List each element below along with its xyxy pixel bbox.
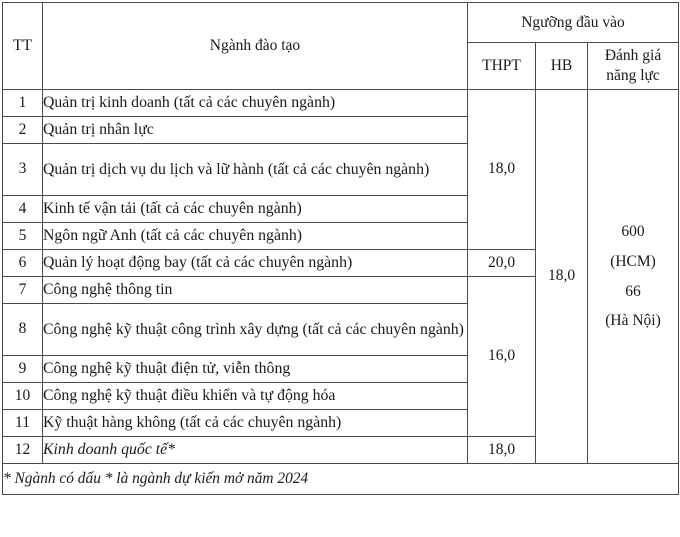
row-index: 6	[3, 250, 43, 277]
row-hb-value: 18,0	[536, 90, 588, 464]
row-major: Công nghệ kỹ thuật điện tử, viễn thông	[43, 356, 468, 383]
header-threshold-group: Ngưỡng đầu vào	[468, 3, 679, 43]
row-index: 12	[3, 437, 43, 464]
row-index: 7	[3, 277, 43, 304]
admissions-threshold-table	[2, 2, 679, 495]
admissions-threshold-sheet	[0, 2, 680, 537]
aptitude-hanoi-score: 66	[625, 282, 641, 300]
table-body	[3, 90, 679, 495]
row-major: Công nghệ thông tin	[43, 277, 468, 304]
aptitude-hcm-label: (HCM)	[610, 252, 656, 270]
row-thpt-value: 20,0	[468, 250, 536, 277]
row-index: 2	[3, 117, 43, 144]
row-index: 9	[3, 356, 43, 383]
row-major: Quản trị kinh doanh (tất cả các chuyên ngành)	[43, 90, 468, 117]
row-index: 8	[3, 304, 43, 356]
header-row-top	[3, 3, 679, 43]
row-index: 3	[3, 144, 43, 196]
row-index: 5	[3, 223, 43, 250]
row-thpt-value: 18,0	[468, 437, 536, 464]
row-index: 10	[3, 383, 43, 410]
row-major: Kinh tế vận tải (tất cả các chuyên ngành)	[43, 196, 468, 223]
row-major: Quản trị dịch vụ du lịch và lữ hành (tất cả các chuyên ngành)	[43, 144, 468, 196]
header-hb: HB	[536, 43, 588, 90]
header-major: Ngành đào tạo	[43, 3, 468, 90]
row-index: 1	[3, 90, 43, 117]
row-major: Công nghệ kỹ thuật công trình xây dựng (tất cả các chuyên ngành)	[43, 304, 468, 356]
row-index: 11	[3, 410, 43, 437]
row-major: Ngôn ngữ Anh (tất cả các chuyên ngành)	[43, 223, 468, 250]
header-aptitude: Đánh giá năng lực	[588, 43, 679, 90]
row-major: Kinh doanh quốc tế*	[43, 437, 468, 464]
table-header	[3, 3, 679, 90]
row-major: Quản lý hoạt động bay (tất cả các chuyên ngành)	[43, 250, 468, 277]
row-aptitude-value	[588, 90, 679, 464]
header-thpt: THPT	[468, 43, 536, 90]
aptitude-hanoi-label: (Hà Nội)	[605, 312, 661, 330]
header-tt: TT	[3, 3, 43, 90]
row-thpt-value: 18,0	[468, 90, 536, 250]
footnote-text: * Ngành có dấu * là ngành dự kiến mở năm 2024	[3, 464, 679, 495]
row-major: Kỹ thuật hàng không (tất cả các chuyên ngành)	[43, 410, 468, 437]
aptitude-hcm-score: 600	[621, 223, 645, 240]
row-major: Công nghệ kỹ thuật điều khiển và tự động hóa	[43, 383, 468, 410]
row-index: 4	[3, 196, 43, 223]
footnote-row	[3, 464, 679, 495]
row-thpt-value: 16,0	[468, 277, 536, 437]
table-row	[3, 90, 679, 117]
row-major: Quản trị nhân lực	[43, 117, 468, 144]
